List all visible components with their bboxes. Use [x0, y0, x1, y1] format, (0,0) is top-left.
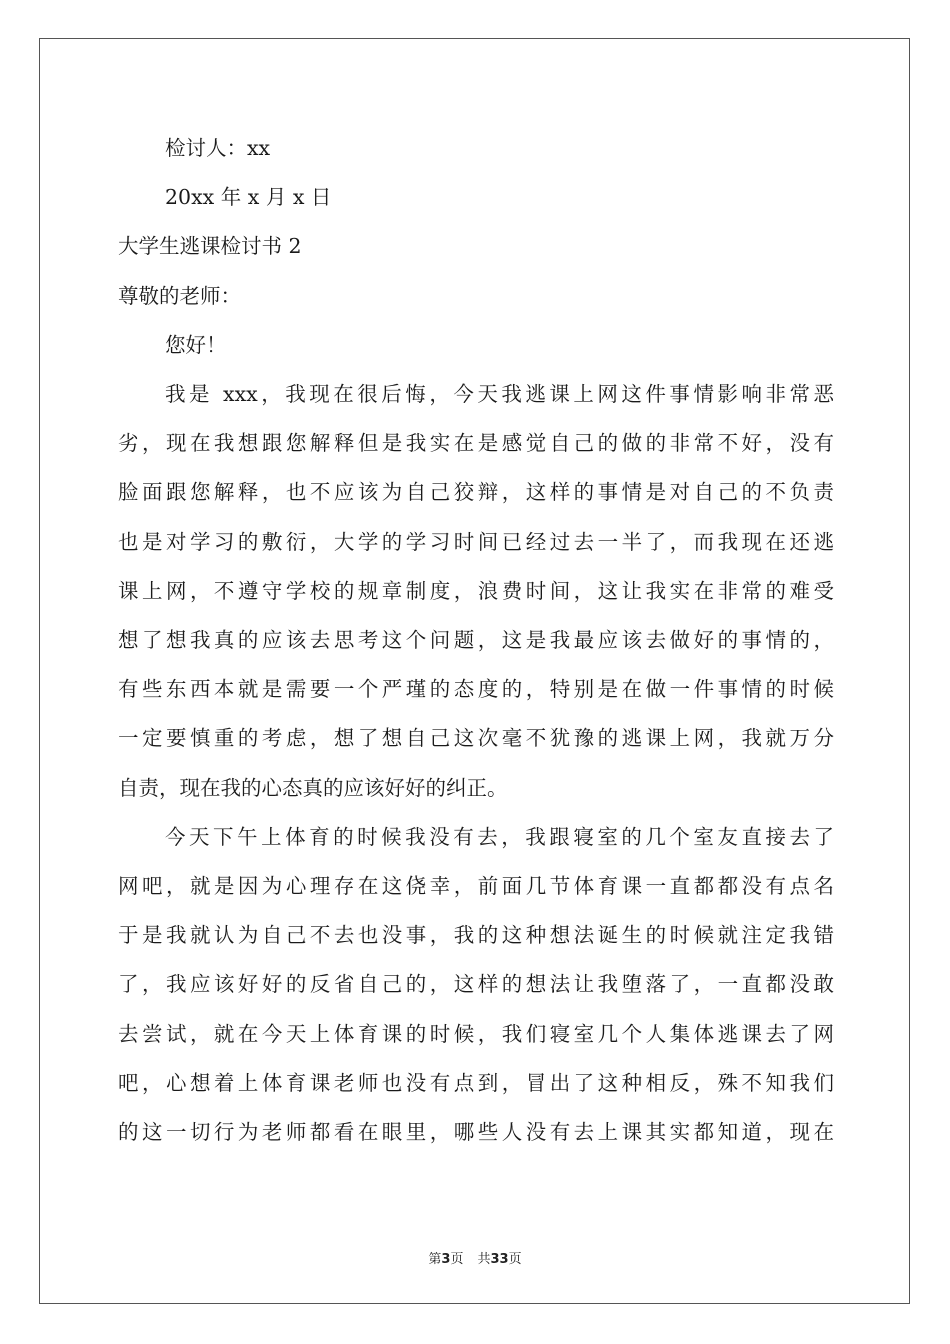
document-body [118, 124, 834, 1157]
paragraph-line: 一定要慎重的考虑，想了想自己这次毫不犹豫的逃课上网，我就万分 [118, 726, 834, 751]
total-pages: 33 [490, 1252, 509, 1267]
paragraph-line: 课上网，不遵守学校的规章制度，浪费时间，这让我实在非常的难受 [118, 578, 834, 603]
paragraph-line: 也是对学习的敷衍，大学的学习时间已经过去一半了，而我现在还逃 [118, 529, 834, 554]
paragraph-line: 有些东西本就是需要一个严瑾的态度的，特别是在做一件事情的时候 [118, 677, 834, 702]
paragraph-line: 脸面跟您解释，也不应该为自己狡辩，这样的事情是对自己的不负责 [118, 480, 834, 505]
paragraph-line: 去尝试，就在今天上体育课的时候，我们寝室几个人集体逃课去了网 [118, 1021, 834, 1046]
greeting: 您好！ [165, 332, 227, 357]
paragraph-line: 网吧，就是因为心理存在这侥幸，前面几节体育课一直都都没有点名 [118, 874, 834, 899]
paragraph-line: 于是我就认为自己不去也没事，我的这种想法诞生的时候就注定我错 [118, 923, 834, 948]
date-line: 20xx 年 x 月 x 日 [165, 185, 332, 210]
paragraph-line: 了，我应该好好的反省自己的，这样的想法让我堕落了，一直都没敢 [118, 972, 834, 997]
paragraph-line: 的这一切行为老师都看在眼里，哪些人没有去上课其实都知道，现在 [118, 1120, 834, 1145]
salutation: 尊敬的老师： [118, 283, 241, 308]
paragraph-2 [118, 813, 834, 1157]
signature-line: 检讨人：xx [165, 136, 271, 160]
page-prefix: 第 [428, 1252, 442, 1267]
page-suffix: 页 [450, 1252, 464, 1267]
total-prefix: 共 [477, 1252, 491, 1267]
paragraph-line: 自责，现在我的心态真的应该好好的纠正。 [118, 775, 508, 800]
paragraph-line: 吧，心想着上体育课老师也没有点到，冒出了这种相反，殊不知我们 [118, 1070, 834, 1095]
page-number: 3 [441, 1252, 451, 1267]
paragraph-line: 我是 xxx，我现在很后悔，今天我逃课上网这件事情影响非常恶 [165, 382, 834, 407]
page-footer [0, 1248, 950, 1267]
paragraph-line: 劣，现在我想跟您解释但是我实在是感觉自己的做的非常不好，没有 [118, 431, 834, 456]
paragraph-line: 今天下午上体育的时候我没有去，我跟寝室的几个室友直接去了 [165, 824, 834, 849]
paragraph-1 [118, 370, 834, 813]
paragraph-line: 想了想我真的应该去思考这个问题，这是我最应该去做好的事情的， [118, 628, 834, 653]
total-suffix: 页 [508, 1252, 522, 1267]
document-title: 大学生逃课检讨书 2 [118, 234, 302, 259]
